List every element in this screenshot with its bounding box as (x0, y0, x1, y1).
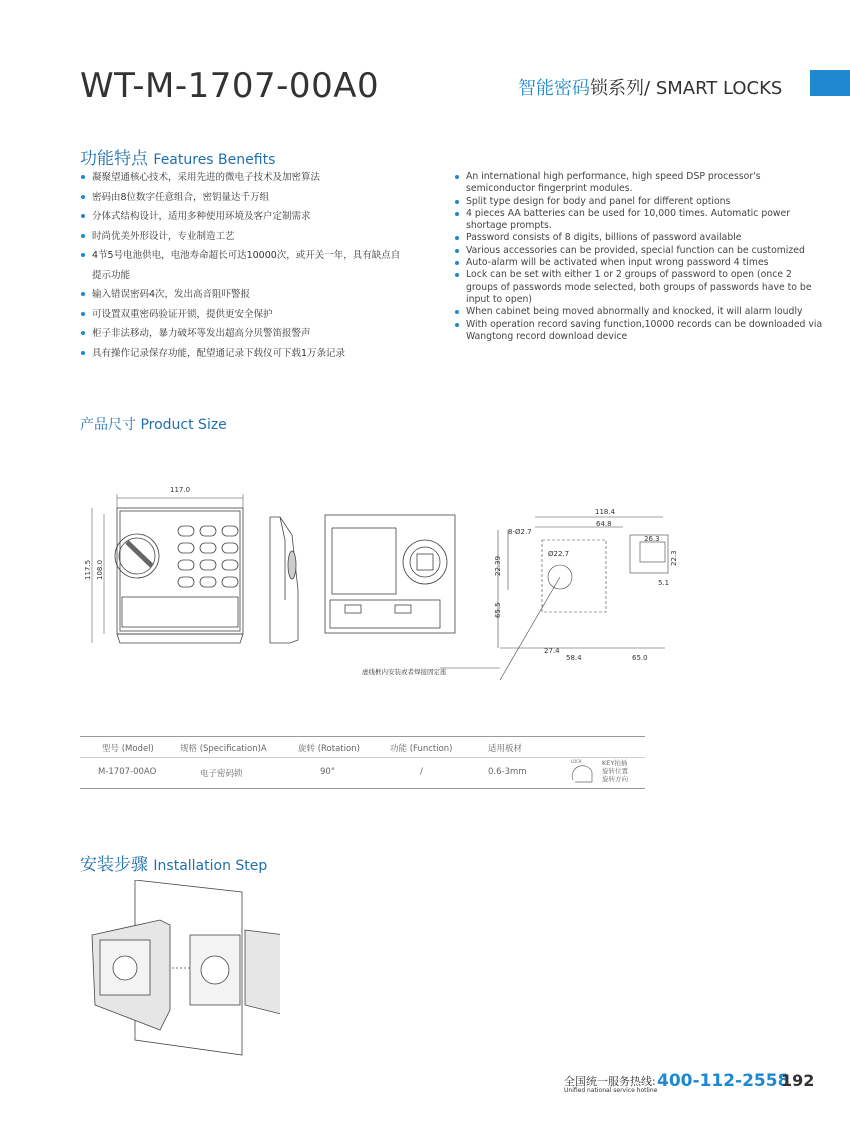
page-number: 192 (781, 1071, 815, 1090)
spec-cell-model: M-1707-00AO (98, 767, 157, 777)
legend-direction: 旋转方向 (602, 775, 628, 783)
spec-header-rotation: 旋转 (Rotation) (298, 744, 360, 754)
features-en-list (454, 171, 824, 343)
dim-26: 26.3 (644, 535, 660, 543)
spec-header-function: 功能 (Function) (390, 744, 453, 754)
model-title: WT-M-1707-00A0 (80, 66, 380, 106)
list-item: 柜子非法移动，暴力破坏等发出超高分贝警笛报警声 (80, 324, 420, 344)
series-cn-blue: 智能密码 (518, 78, 590, 99)
list-item: When cabinet being moved abnormally and knocked, it will alarm loudly (454, 306, 824, 318)
hotline-label-en: Unified national service hotline (564, 1087, 658, 1094)
spec-cell-material: 0.6-3mm (488, 767, 527, 777)
features-title-cn: 功能特点 (80, 149, 148, 169)
legend-lock-label: LOCK (571, 759, 582, 764)
list-item: Lock can be set with either 1 or 2 groups of password to open (once 2 groups of passwords mode selected, both groups of passwords have to be input to open) (454, 269, 824, 306)
series-cn-rest: 锁系列/ (590, 78, 651, 99)
dim-height-outer: 117.5 (84, 559, 92, 580)
list-item: 4 pieces AA batteries can be used for 10,000 times. Automatic power shortage prompts. (454, 208, 824, 233)
dim-65-5: 65.5 (494, 602, 502, 618)
spec-cell-spec: 电子密码锁 (200, 769, 243, 779)
dim-height-inner: 108.0 (96, 559, 104, 580)
hotline-number: 400-112-2558 (657, 1071, 790, 1091)
list-item: Various accessories can be provided, special function can be customized (454, 245, 824, 257)
dim-27: 27.4 (544, 647, 560, 655)
list-item: 密码由8位数字任意组合，密钥量达千万组 (80, 188, 420, 208)
features-heading (80, 144, 275, 169)
list-item: An international high performance, high speed DSP processor's semiconductor fingerprint modules. (454, 171, 824, 196)
list-item: 可设置双重密码验证开锁，提供更安全保护 (80, 305, 420, 325)
dim-5: 5.1 (658, 579, 670, 587)
features-cn-list (80, 168, 420, 363)
install-note: 虚线框内安装或者焊接固定座 (362, 668, 447, 676)
list-item: 时尚优美外形设计，专业制造工艺 (80, 227, 420, 247)
spec-cell-rotation: 90° (320, 767, 336, 777)
list-item: Password consists of 8 digits, billions of password available (454, 232, 824, 244)
legend-key: KEY拍插 (602, 759, 628, 767)
dim-22-3: 22.3 (670, 550, 678, 566)
list-item: 4节5号电池供电，电池寿命超长可达10000次，或开关一年，具有缺点自 (80, 246, 420, 266)
spec-table-header (80, 736, 645, 758)
installation-heading (80, 850, 267, 875)
dim-64: 64.8 (596, 520, 612, 528)
spec-header-material: 适用板材 (488, 744, 523, 754)
series-en: SMART LOCKS (655, 78, 783, 99)
installation-title-en: Installation Step (153, 858, 268, 874)
back-view-drawing (325, 515, 455, 633)
list-item: 输入错误密码4次，发出高音阻吓警报 (80, 285, 420, 305)
list-item-continuation: 提示功能 (92, 269, 131, 281)
dimension-drawings (80, 480, 680, 690)
series-title (518, 74, 782, 100)
dim-65: 65.0 (632, 654, 648, 662)
hotline-label-cn: 全国统一服务热线: (564, 1075, 656, 1088)
dim-holes: 8-Ø2.7 (508, 528, 532, 536)
table-row (80, 758, 645, 789)
list-item: With operation record saving function,10000 records can be downloaded via Wangtong record download device (454, 319, 824, 344)
product-size-heading: 产品尺寸 Product Size (80, 417, 227, 433)
installation-drawing (80, 880, 280, 1060)
spec-header-spec: 规格 (Specification)A (180, 744, 267, 754)
legend-position: 旋转位置 (602, 767, 628, 775)
spec-header-model: 型号 (Model) (102, 744, 154, 754)
list-item: 具有操作记录保存功能，配望通记录下载仪可下载1万条记录 (80, 344, 420, 364)
dim-22-7: Ø22.7 (548, 550, 570, 558)
spec-cell-function: / (420, 767, 423, 777)
header-accent-block (810, 70, 850, 96)
dim-118: 118.4 (595, 508, 616, 516)
list-item: 分体式结构设计，适用多种使用环境及客户定制需求 (80, 207, 420, 227)
installation-title-cn: 安装步骤 (80, 855, 148, 875)
dim-width: 117.0 (170, 486, 191, 494)
list-item: Split type design for body and panel for different options (454, 196, 824, 208)
list-item: 凝聚望通核心技术，采用先进的微电子技术及加密算法 (80, 168, 420, 188)
dim-58: 58.4 (566, 654, 582, 662)
features-title-en: Features Benefits (153, 152, 276, 168)
dim-22-39: 22.39 (494, 555, 502, 576)
front-view-drawing (92, 494, 243, 643)
list-item: Auto-alarm will be activated when input wrong password 4 times (454, 257, 824, 269)
side-view-drawing (270, 517, 298, 643)
